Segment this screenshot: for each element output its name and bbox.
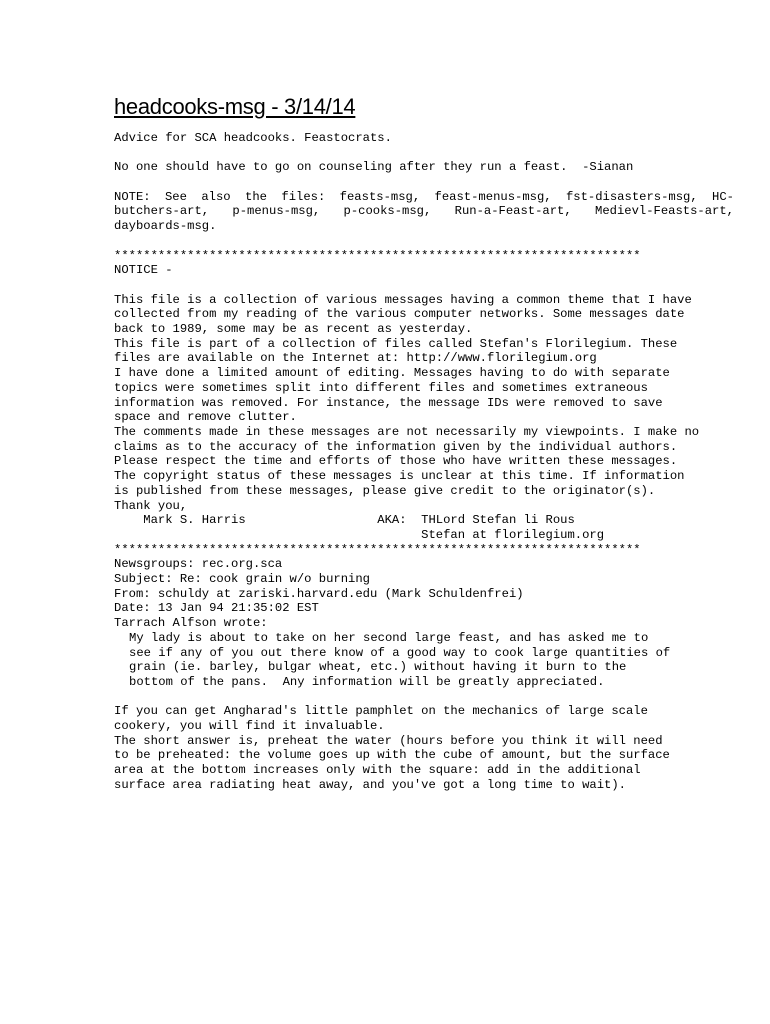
notice-paragraph: This file is part of a collection of files called Stefan's Florilegium. These files are available on the Internet at: http://www.florilegium.org [114, 336, 678, 366]
quote-attribution: Tarrach Alfson wrote: [114, 616, 268, 631]
page-title: headcooks-msg - 3/14/14 [114, 94, 356, 119]
notice-paragraph: Please respect the time and efforts of those who have written these messages. The copyright status of these messages is unclear at this time. If information is published from these messages, please give credit to the originator(s). [114, 454, 685, 498]
quoted-message [114, 616, 734, 690]
document-page [114, 94, 734, 793]
see-also-note: NOTE: See also the files: feasts-msg, feast-menus-msg, fst-disasters-msg, HC-butchers-art, p-menus-msg, p-cooks-msg, Run-a-Feast-art, Medievl-Feasts-art, dayboards-msg. [114, 189, 734, 234]
notice-paragraph: I have done a limited amount of editing. Messages having to do with separate topics were sometimes split into different files and sometimes extraneous information was removed. For instance, the message IDs were removed to save space and remove clutter. [114, 366, 670, 425]
epigraph-quote: No one should have to go on counseling after they run a feast. -Sianan [114, 160, 634, 175]
notice-divider-top: ************************************************************************ [114, 248, 641, 263]
notice-paragraph: This file is a collection of various messages having a common theme that I have collected from my reading of the various computer networks. Some messages date back to 1989, some may be as recent as yesterday. [114, 292, 692, 337]
notice-signoff: Thank you, Mark S. Harris AKA: THLord Stefan li Rous Stefan at florilegium.org [114, 498, 605, 542]
file-description: Advice for SCA headcooks. Feastocrats. [114, 131, 392, 145]
message-headers: Newsgroups: rec.org.sca Subject: Re: cook grain w/o burning From: schuldy at zariski.harvard.edu (Mark Schuldenfrei) Date: 13 Jan 94 21:35:02 EST [114, 557, 524, 616]
reply-paragraph: The short answer is, preheat the water (hours before you think it will need to be preheated: the volume goes up with the cube of amount, but the surface area at the bottom increases only with the square: add in the additional surface area radiating heat away, and you've got a long time to wait). [114, 733, 670, 792]
notice-heading: NOTICE - [114, 263, 173, 278]
notice-divider-bottom: ************************************************************************ [114, 542, 641, 557]
quoted-text: My lady is about to take on her second large feast, and has asked me to see if any of you out there know of a good way to cook large quantities of grain (ie. barley, bulgar wheat, etc.) without having it burn to the bottom of the pans. Any information will be greatly appreciated. [129, 630, 671, 689]
reply-paragraph: If you can get Angharad's little pamphlet on the mechanics of large scale cookery, you will find it invaluable. [114, 704, 648, 734]
notice-paragraph: The comments made in these messages are not necessarily my viewpoints. I make no claims as to the accuracy of the information given by the individual authors. [114, 425, 700, 454]
